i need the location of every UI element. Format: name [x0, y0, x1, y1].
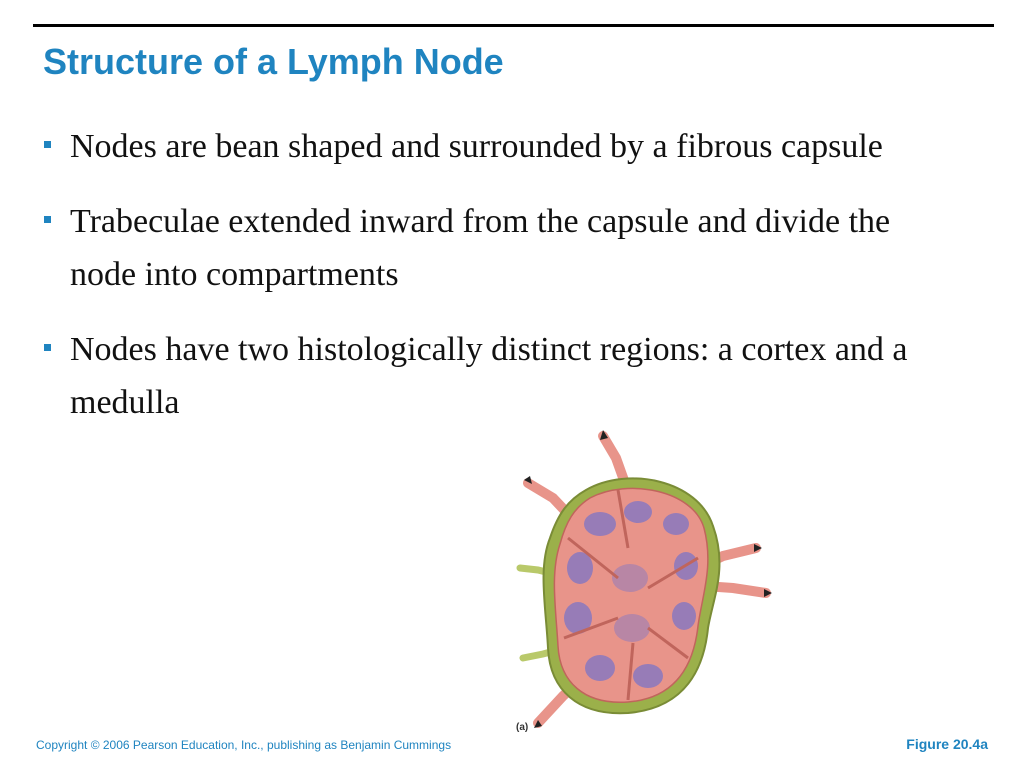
lymph-node-illustration — [508, 428, 788, 734]
square-bullet-icon — [44, 141, 51, 148]
figure-label: Figure 20.4a — [906, 736, 988, 752]
bullet-item — [43, 120, 933, 173]
bullet-item — [43, 195, 933, 301]
bullet-item — [43, 323, 933, 429]
square-bullet-icon — [44, 344, 51, 351]
figure-panel-tag: (a) — [516, 722, 529, 733]
bullet-text: Trabeculae extended inward from the capsule and divide the node into compartments — [70, 203, 891, 293]
top-rule — [33, 24, 994, 27]
square-bullet-icon — [44, 216, 51, 223]
bullet-list — [43, 120, 933, 451]
bullet-text: Nodes are bean shaped and surrounded by a fibrous capsule — [70, 128, 883, 165]
bullet-text: Nodes have two histologically distinct regions: a cortex and a medulla — [70, 331, 908, 421]
copyright-footer: Copyright © 2006 Pearson Education, Inc., publishing as Benjamin Cummings — [36, 738, 452, 752]
slide-title: Structure of a Lymph Node — [43, 41, 504, 82]
